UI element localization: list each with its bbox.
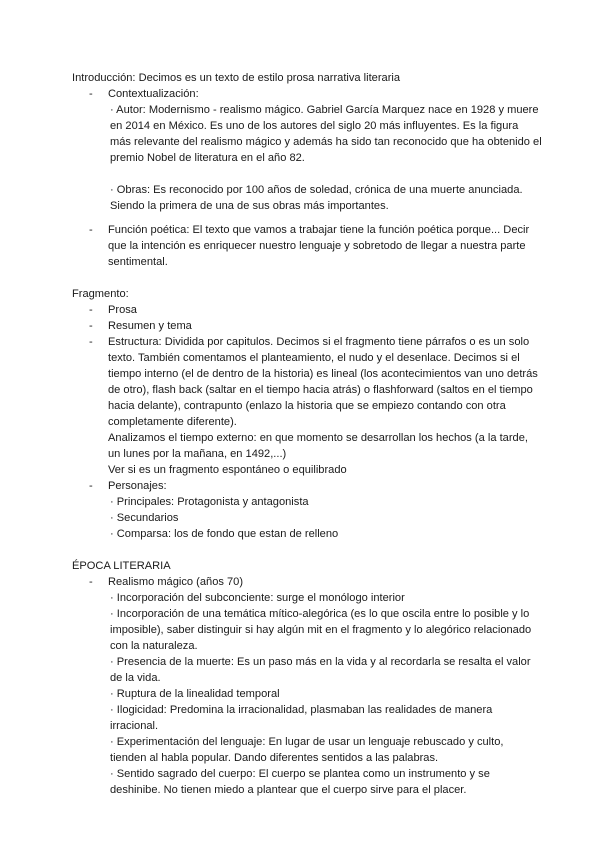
document-content	[72, 70, 542, 798]
resumen-text: Resumen y tema	[108, 320, 192, 332]
list-item-realismo-magico	[72, 574, 542, 798]
list-dash: -	[89, 88, 93, 100]
personajes-label: Personajes:	[108, 480, 167, 492]
fragmento-heading: Fragmento:	[72, 288, 129, 300]
personajes-comparsa: · Comparsa: los de fondo que estan de relleno	[110, 528, 339, 540]
list-dash: -	[89, 576, 93, 588]
point-ruptura: · Ruptura de la linealidad temporal	[110, 688, 280, 700]
epoca-heading: ÉPOCA LITERARIA	[72, 560, 171, 572]
list-item-funcion-poetica	[72, 222, 542, 270]
list-item-estructura	[72, 334, 542, 478]
list-dash: -	[89, 336, 93, 348]
estructura-text: Estructura: Dividida por capitulos. Decimos si el fragmento tiene párrafos o es un solo texto. También comentamos el planteamiento, el nudo y el desenlace. Decimos si el tiempo interno (el de dentro de la historia) es lineal (los acontecimientos van uno detrás de otro), flash back (saltar en el tiempo hacia atrás) o flashforward (saltos en el tiempo hacia delante), contrapunto (enlazo la historia que se empiezo contando con otra completamente diferente).	[108, 336, 538, 428]
espontaneo-text: Ver si es un fragmento espontáneo o equilibrado	[108, 464, 347, 476]
list-dash: -	[89, 320, 93, 332]
list-dash: -	[89, 224, 93, 236]
point-subconciente: · Incorporación del subconciente: surge el monólogo interior	[110, 592, 405, 604]
point-muerte: · Presencia de la muerte: Es un paso más en la vida y al recordarla se resalta el valor de la vida.	[110, 656, 531, 684]
tiempo-externo-text: Analizamos el tiempo externo: en que momento se desarrollan los hechos (a la tarde, un lunes por la mañana, en 1492,...)	[108, 432, 528, 460]
point-cuerpo: · Sentido sagrado del cuerpo: El cuerpo se plantea como un instrumento y se deshinibe. No tienen miedo a plantear que el cuerpo sirve para el placer.	[110, 768, 490, 796]
funcion-poetica-text: Función poética: El texto que vamos a trabajar tiene la función poética porque... Decir que la intención es enriquecer nuestro lenguaje y sobretodo de llegar a nuestra parte sentimental.	[108, 224, 530, 268]
contextualizacion-label: Contextualización:	[108, 88, 199, 100]
personajes-secundarios: · Secundarios	[110, 512, 179, 524]
realismo-magico-label: Realismo mágico (años 70)	[108, 576, 244, 588]
point-lenguaje: · Experimentación del lenguaje: En lugar de usar un lenguaje rebuscado y culto, tienden al habla popular. Dando diferentes sentidos a las palabras.	[110, 736, 504, 764]
list-item-personajes	[72, 478, 542, 542]
list-item-resumen	[72, 318, 542, 334]
point-tematica: · Incorporación de una temática mítico-alegórica (es lo que oscila entre lo posible y lo imposible), saber distinguir si hay algún mit en el fragmento y lo alegórico relacionado con la naturaleza.	[110, 608, 532, 652]
autor-paragraph: · Autor: Modernismo - realismo mágico. Gabriel García Marquez nace en 1928 y muere en 2014 en México. Es uno de los autores del siglo 20 más influyentes. Es la figura más relevante del realismo mágico y además ha sido tan reconocido que ha obtenido el premio Nobel de literatura en el año 82.	[110, 104, 542, 164]
list-item-prosa	[72, 302, 542, 318]
obras-paragraph: · Obras: Es reconocido por 100 años de soledad, crónica de una muerte anunciada. Siendo la primera de una de sus obras más importantes.	[110, 184, 523, 212]
intro-heading: Introducción: Decimos es un texto de estilo prosa narrativa literaria	[72, 72, 401, 84]
list-dash: -	[89, 480, 93, 492]
list-item-contextualizacion	[72, 86, 542, 214]
list-dash: -	[89, 304, 93, 316]
point-ilogicidad: · Ilogicidad: Predomina la irracionalidad, plasmaban las realidades de manera irracional.	[110, 704, 493, 732]
personajes-principales: · Principales: Protagonista y antagonista	[110, 496, 309, 508]
prosa-text: Prosa	[108, 304, 137, 316]
